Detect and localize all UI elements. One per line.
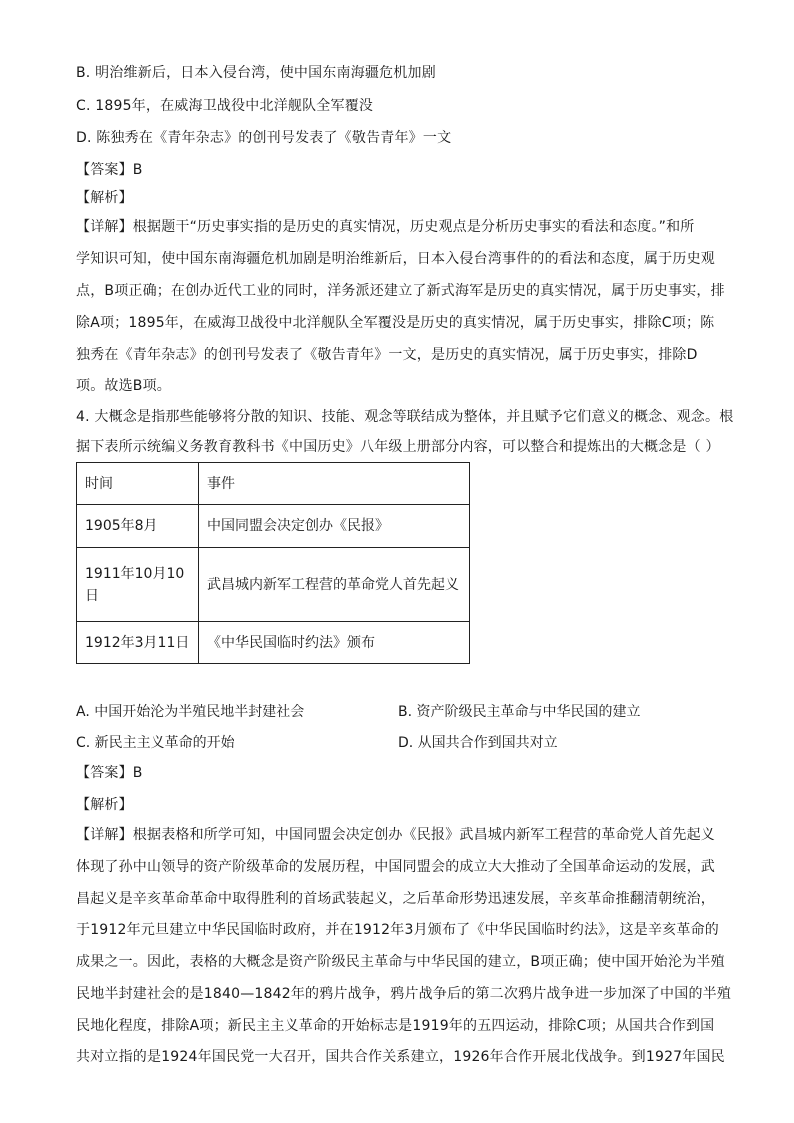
table-row (77, 548, 470, 622)
detail-line: 独秀在《青年杂志》的创刊号发表了《敬告青年》一文，是历史的真实情况，属于历史事实，排除D (76, 347, 698, 363)
table-cell-time: 1905年8月 (77, 505, 199, 548)
detail-line: 【详解】根据题干“历史事实指的是历史的真实情况，历史观点是分析历史事实的看法和态度。”和所 (76, 219, 695, 235)
q4-option-b: B. 资产阶级民主革命与中华民国的建立 (398, 704, 641, 720)
detail-line: 学知识可知，使中国东南海疆危机加剧是明治维新后，日本入侵台湾事件的的看法和态度，属于历史观 (76, 251, 715, 267)
option-b-prev: B. 明治维新后，日本入侵台湾，使中国东南海疆危机加剧 (76, 65, 436, 81)
q4-detail-line: 体现了孙中山领导的资产阶级革命的发展历程，中国同盟会的成立大大推动了全国革命运动的发展，武 (76, 859, 715, 875)
q4-option-d: D. 从国共合作到国共对立 (398, 735, 558, 751)
q4-analysis-label: 【解析】 (76, 797, 133, 813)
q4-detail-line: 民地化程度，排除A项；新民主主义革命的开始标志是1919年的五四运动，排除C项；从国共合作到国 (76, 1018, 715, 1034)
events-table (76, 462, 470, 664)
table-cell-event: 《中华民国临时约法》颁布 (199, 622, 470, 664)
q4-detail-line: 【详解】根据表格和所学可知，中国同盟会决定创办《民报》武昌城内新军工程营的革命党人首先起义 (76, 827, 715, 843)
detail-line: 项。故选B项。 (76, 378, 172, 394)
q4-detail-line: 共对立指的是1924年国民党一大召开，国共合作关系建立，1926年合作开展北伐战争。到1927年国民 (76, 1049, 725, 1065)
table-cell-event: 中国同盟会决定创办《民报》 (199, 505, 470, 548)
detail-line: 除A项；1895年，在威海卫战役中北洋舰队全军覆没是历史的真实情况，属于历史事实，排除C项；陈 (76, 315, 715, 331)
table-cell-time: 1912年3月11日 (77, 622, 199, 664)
table-header-event: 事件 (199, 463, 470, 505)
answer-prev: 【答案】B (76, 162, 143, 178)
q4-detail-line: 于1912年元旦建立中华民国临时政府，并在1912年3月颁布了《中华民国临时约法》，这是辛亥革命的 (76, 922, 719, 938)
q4-detail-line: 民地半封建社会的是1840—1842年的鸦片战争，鸦片战争后的第二次鸦片战争进一步加深了中国的半殖 (76, 986, 732, 1002)
table-row (77, 622, 470, 664)
q4-detail-line: 成果之一。因此，表格的大概念是资产阶级民主革命与中华民国的建立，B项正确；使中国开始沦为半殖 (76, 954, 725, 970)
table-cell-time: 1911年10月10日 (77, 548, 199, 622)
table-row (77, 505, 470, 548)
table-cell-event: 武昌城内新军工程营的革命党人首先起义 (199, 548, 470, 622)
q4-detail-line: 昌起义是辛亥革命革命中取得胜利的首场武装起义，之后革命形势迅速发展，辛亥革命推翻清朝统治， (76, 891, 715, 907)
table-header-row (77, 463, 470, 505)
q4-stem-line: 4. 大概念是指那些能够将分散的知识、技能、观念等联结成为整体，并且赋予它们意义的概念、观念。根 (76, 409, 734, 425)
analysis-label-prev: 【解析】 (76, 190, 133, 206)
q4-option-c: C. 新民主主义革命的开始 (76, 735, 235, 751)
table-header-time: 时间 (77, 463, 199, 505)
detail-line: 点，B项正确；在创办近代工业的同时，洋务派还建立了新式海军是历史的真实情况，属于历史事实，排 (76, 283, 725, 299)
q4-stem-line: 据下表所示统编义务教育教科书《中国历史》八年级上册部分内容，可以整合和提炼出的大概念是（ ） (76, 439, 720, 455)
option-d-prev: D. 陈独秀在《青年杂志》的创刊号发表了《敬告青年》一文 (76, 130, 452, 146)
q4-option-a: A. 中国开始沦为半殖民地半封建社会 (76, 704, 305, 720)
option-c-prev: C. 1895年，在威海卫战役中北洋舰队全军覆没 (76, 98, 374, 114)
q4-answer: 【答案】B (76, 765, 143, 781)
